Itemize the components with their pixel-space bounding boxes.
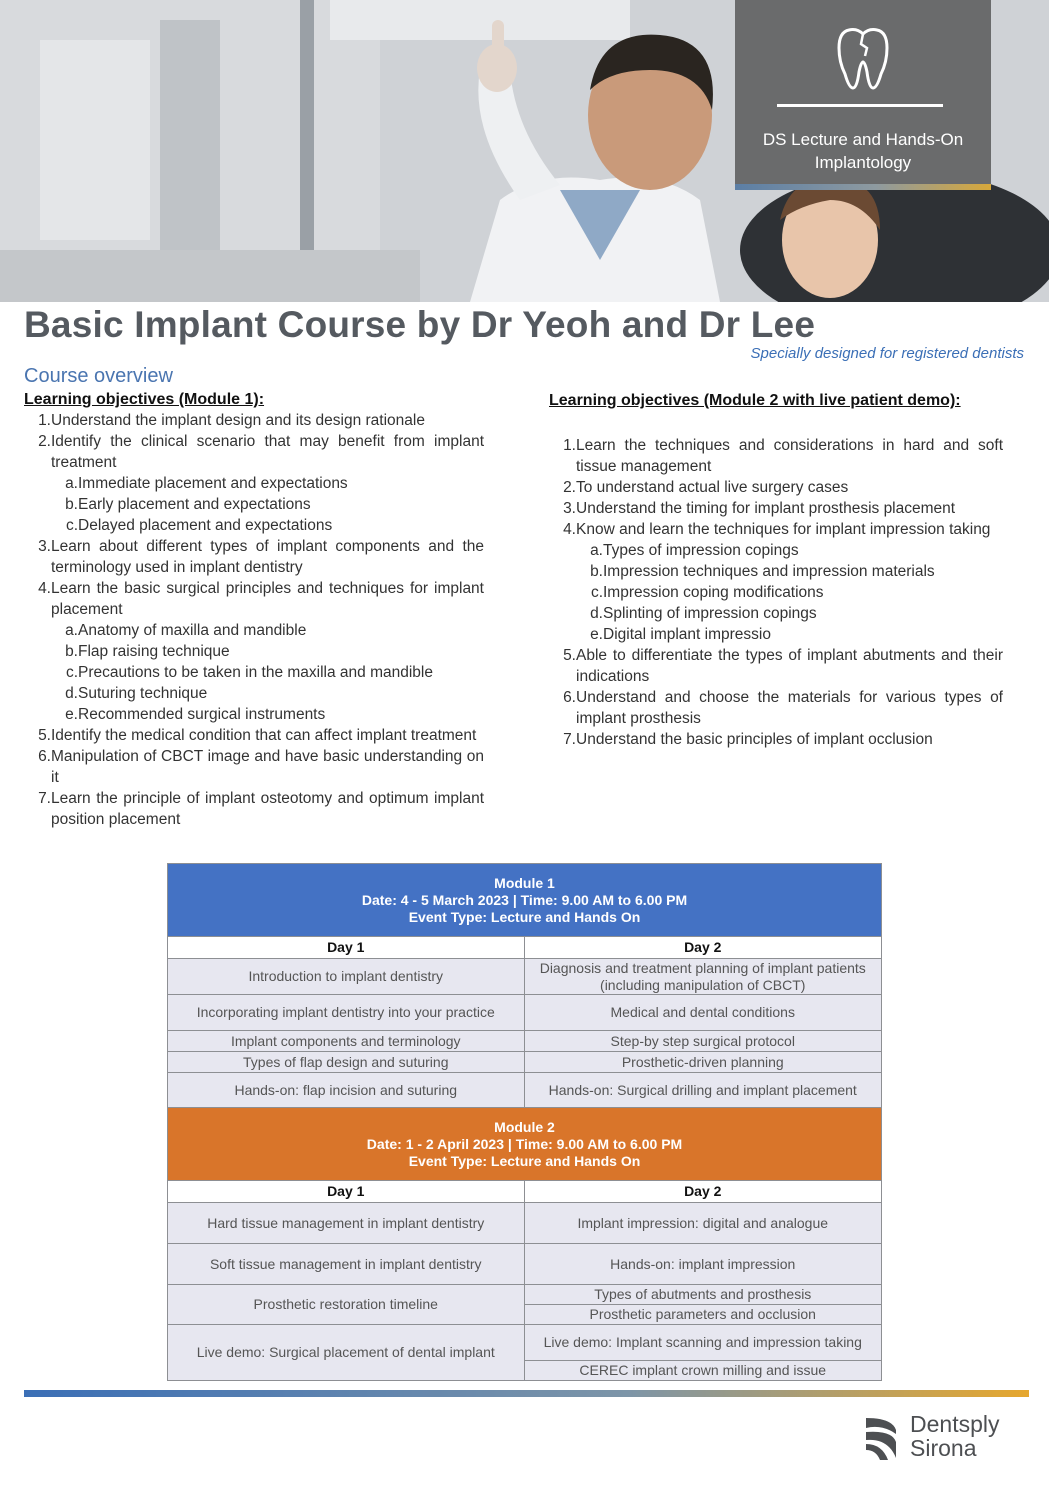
module1-day1-session: Introduction to implant dentistry <box>168 959 525 995</box>
objective-item <box>549 645 1003 687</box>
page-title: Basic Implant Course by Dr Yeoh and Dr Lee <box>24 304 816 345</box>
module2-objectives-heading: Learning objectives (Module 2 with live patient demo): <box>549 392 961 409</box>
table-row <box>168 1244 882 1285</box>
objective-subitem <box>24 704 484 725</box>
objective-subitem-letter: e. <box>65 706 78 723</box>
objective-subitem-letter: e. <box>590 626 603 643</box>
module1-objectives-list <box>24 410 484 830</box>
objective-item <box>549 687 1003 729</box>
module2-day1-header: Day 1 <box>168 1181 525 1203</box>
objective-text: Identify the clinical scenario that may benefit from implant treatment <box>51 433 484 471</box>
schedule-table <box>167 863 882 1381</box>
table-row <box>168 1031 882 1052</box>
module2-date: Date: 1 - 2 April 2023 | Time: 9.00 AM to 6.00 PM <box>366 1135 683 1152</box>
module2-title: Module 2 <box>494 1118 555 1135</box>
objective-subitem <box>24 473 484 494</box>
objective-item <box>24 431 484 473</box>
module2-day2-session: Implant impression: digital and analogue <box>524 1203 882 1244</box>
objective-subitem-text: Impression coping modifications <box>603 584 824 601</box>
module1-date: Date: 4 - 5 March 2023 | Time: 9.00 AM to 6.00 PM <box>361 891 688 908</box>
module1-day2-session: Medical and dental conditions <box>524 995 882 1031</box>
objective-number: 7. <box>563 731 576 748</box>
objective-subitem-text: Early placement and expectations <box>78 496 311 513</box>
objective-text: Learn the basic surgical principles and techniques for implant placement <box>51 580 484 618</box>
objective-number: 4. <box>563 521 576 538</box>
logo-line-2: Sirona <box>910 1435 977 1461</box>
module1-day1-session: Implant components and terminology <box>168 1031 525 1052</box>
objective-subitem-text: Immediate placement and expectations <box>78 475 348 492</box>
objective-subitem-letter: a. <box>65 475 78 492</box>
objective-subitem-letter: a. <box>65 622 78 639</box>
dentsply-sirona-logo-icon <box>862 1414 902 1464</box>
objective-subitem-text: Splinting of impression copings <box>603 605 817 622</box>
objective-text: Understand and choose the materials for various types of implant prosthesis <box>576 689 1003 727</box>
objective-subitem <box>549 624 1003 645</box>
module1-header <box>168 864 882 937</box>
objective-subitem <box>549 603 1003 624</box>
table-row <box>168 1073 882 1108</box>
objective-item <box>549 498 1003 519</box>
module1-day2-session: Diagnosis and treatment planning of implant patients (including manipulation of CBCT) <box>524 959 882 995</box>
objective-subitem <box>549 540 1003 561</box>
objective-subitem-letter: b. <box>590 563 603 580</box>
objective-subitem <box>549 561 1003 582</box>
module1-objectives-heading: Learning objectives (Module 1): <box>24 391 265 408</box>
logo-line-1: Dentsply <box>910 1411 1000 1437</box>
objective-item <box>24 410 484 431</box>
objective-subitem <box>24 641 484 662</box>
objective-text: Learn the techniques and considerations in hard and soft tissue management <box>576 437 1003 475</box>
module1-day1-header: Day 1 <box>168 937 525 959</box>
objective-subitem-text: Anatomy of maxilla and mandible <box>78 622 307 639</box>
module2-event-type: Event Type: Lecture and Hands On <box>408 1152 641 1169</box>
objective-subitem-letter: d. <box>590 605 603 622</box>
objective-subitem-text: Flap raising technique <box>78 643 230 660</box>
objective-number: 3. <box>563 500 576 517</box>
module1-day2-session: Hands-on: Surgical drilling and implant placement <box>524 1073 882 1108</box>
objective-number: 5. <box>563 647 576 664</box>
badge-color-stripe <box>735 184 991 190</box>
objective-number: 6. <box>563 689 576 706</box>
module1-objectives <box>24 389 484 830</box>
objective-subitem <box>24 683 484 704</box>
module1-day1-session: Types of flap design and suturing <box>168 1052 525 1073</box>
module1-day1-session: Incorporating implant dentistry into your practice <box>168 995 525 1031</box>
module2-day1-session: Prosthetic restoration timeline <box>168 1285 525 1325</box>
objective-subitem-text: Delayed placement and expectations <box>78 517 333 534</box>
objective-item <box>24 536 484 578</box>
objective-number: 6. <box>38 748 51 765</box>
module2-day1-session: Live demo: Surgical placement of dental implant <box>168 1325 525 1381</box>
objective-number: 5. <box>38 727 51 744</box>
course-badge <box>735 0 991 190</box>
module1-title: Module 1 <box>494 874 555 891</box>
objective-number: 3. <box>38 538 51 555</box>
page-subtitle: Specially designed for registered dentists <box>750 345 1024 362</box>
objective-item <box>24 746 484 788</box>
objective-item <box>549 729 1003 750</box>
objective-text: Know and learn the techniques for implant impression taking <box>576 521 991 538</box>
objective-subitem <box>24 494 484 515</box>
dentsply-sirona-logo <box>862 1412 1032 1462</box>
module1-day2-session: Prosthetic-driven planning <box>524 1052 882 1073</box>
badge-divider <box>777 104 943 107</box>
objective-subitem-letter: a. <box>590 542 603 559</box>
module1-event-type: Event Type: Lecture and Hands On <box>408 908 641 925</box>
module1-day2-header: Day 2 <box>524 937 882 959</box>
objective-subitem-letter: b. <box>65 643 78 660</box>
objective-number: 7. <box>38 790 51 807</box>
objective-item <box>549 519 1003 540</box>
module2-day2-session: CEREC implant crown milling and issue <box>524 1361 882 1381</box>
objective-subitem <box>549 582 1003 603</box>
objective-number: 1. <box>563 437 576 454</box>
objective-subitem-letter: c. <box>590 584 603 601</box>
section-heading-course-overview: Course overview <box>24 365 173 387</box>
module2-objectives <box>549 389 1003 750</box>
objective-subitem-text: Types of impression copings <box>603 542 799 559</box>
objective-text: Understand the basic principles of implant occlusion <box>576 731 933 748</box>
badge-title: DS Lecture and Hands-On Implantology <box>762 130 964 172</box>
table-row <box>168 1325 882 1361</box>
objective-subitem-letter: d. <box>65 685 78 702</box>
objective-text: Identify the medical condition that can affect implant treatment <box>51 727 477 744</box>
objective-number: 4. <box>38 580 51 597</box>
objective-subitem-text: Suturing technique <box>78 685 208 702</box>
objective-number: 2. <box>563 479 576 496</box>
table-row <box>168 959 882 995</box>
objective-number: 2. <box>38 433 51 450</box>
module2-day1-session: Soft tissue management in implant dentistry <box>168 1244 525 1285</box>
objective-text: Understand the implant design and its design rationale <box>51 412 425 429</box>
table-row <box>168 1203 882 1244</box>
table-row <box>168 1285 882 1305</box>
hero-photo <box>0 0 1049 302</box>
module2-day2-session: Prosthetic parameters and occlusion <box>524 1305 882 1325</box>
objective-number: 1. <box>38 412 51 429</box>
module1-day2-session: Step-by step surgical protocol <box>524 1031 882 1052</box>
objective-text: Learn about different types of implant components and the terminology used in implant dentistry <box>51 538 484 576</box>
objective-subitem-text: Digital implant impressio <box>603 626 771 643</box>
module2-day2-session: Hands-on: implant impression <box>524 1244 882 1285</box>
table-row <box>168 995 882 1031</box>
objective-subitem-letter: c. <box>65 664 78 681</box>
footer-gradient-bar <box>24 1390 1029 1397</box>
objective-subitem-text: Impression techniques and impression materials <box>603 563 935 580</box>
tooth-icon <box>835 26 891 92</box>
objective-subitem <box>24 620 484 641</box>
logo-wordmark <box>910 1412 999 1460</box>
objective-subitem-letter: c. <box>65 517 78 534</box>
objective-text: Manipulation of CBCT image and have basic understanding on it <box>51 748 484 786</box>
module2-day2-session: Live demo: Implant scanning and impression taking <box>524 1325 882 1361</box>
module2-day2-header: Day 2 <box>524 1181 882 1203</box>
objective-item <box>549 435 1003 477</box>
objective-text: Learn the principle of implant osteotomy and optimum implant position placement <box>51 790 484 828</box>
module2-day1-session: Hard tissue management in implant dentistry <box>168 1203 525 1244</box>
objective-text: Able to differentiate the types of implant abutments and their indications <box>576 647 1003 685</box>
objective-subitem-letter: b. <box>65 496 78 513</box>
objective-item <box>549 477 1003 498</box>
objective-text: Understand the timing for implant prosthesis placement <box>576 500 956 517</box>
objective-subitem-text: Precautions to be taken in the maxilla and mandible <box>78 664 433 681</box>
objective-text: To understand actual live surgery cases <box>576 479 849 496</box>
module2-header <box>168 1108 882 1181</box>
module2-objectives-list <box>549 435 1003 750</box>
objective-subitem <box>24 515 484 536</box>
objective-subitem-text: Recommended surgical instruments <box>78 706 326 723</box>
objective-subitem <box>24 662 484 683</box>
objective-item <box>24 788 484 830</box>
table-row <box>168 1052 882 1073</box>
objective-item <box>24 725 484 746</box>
objective-item <box>24 578 484 620</box>
module1-day1-session: Hands-on: flap incision and suturing <box>168 1073 525 1108</box>
module2-day2-session: Types of abutments and prosthesis <box>524 1285 882 1305</box>
